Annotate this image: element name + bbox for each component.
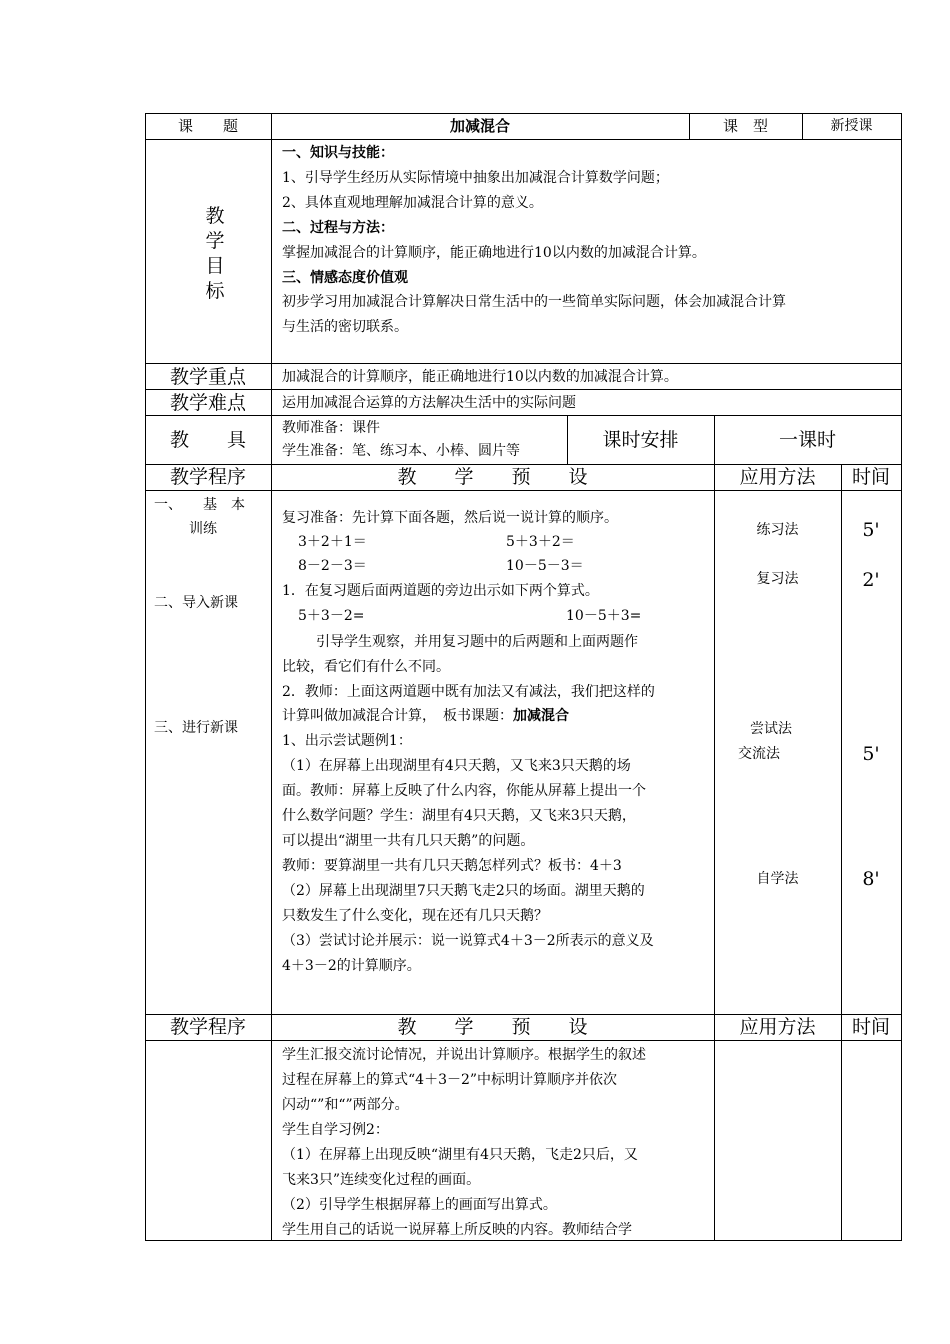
grid-line — [901, 113, 902, 1240]
section-heading: 一、知识与技能： — [282, 145, 394, 161]
lesson-type-label: 课 型 — [722, 117, 768, 135]
objective-line: 与生活的密切联系。 — [282, 319, 408, 335]
design-line: 闪动“”和“”两部分。 — [282, 1097, 409, 1113]
column-header-method: 应用方法 — [739, 1016, 816, 1038]
grid-line — [145, 464, 902, 465]
design-line: 学生汇报交流讨论情况，并说出计算顺序。根据学生的叙述 — [282, 1047, 646, 1063]
grid-line — [145, 363, 902, 364]
design-line: （3）尝试讨论并展示：说一说算式4＋3－2所表示的意义及 — [282, 933, 654, 949]
grid-line — [145, 389, 902, 390]
design-line — [282, 707, 569, 725]
equation: 10－5＋3= — [566, 608, 642, 624]
grid-line — [145, 1240, 902, 1241]
method-attempt: 尝试法 — [750, 721, 792, 737]
equation: 10－5－3＝ — [506, 558, 584, 574]
objectives-label-char: 教 — [205, 205, 225, 227]
tools-label: 教 具 — [169, 429, 246, 451]
student-prep: 学生准备：笔、练习本、小棒、圆片等 — [282, 443, 520, 459]
design-line: 1．在复习题后面两道题的旁边出示如下两个算式。 — [282, 583, 599, 599]
time-value: 8' — [862, 868, 880, 890]
grid-line — [271, 113, 272, 1240]
step-new-lesson: 三、进行新课 — [154, 720, 238, 736]
step-introduce: 二、导入新课 — [154, 595, 238, 611]
column-header-time: 时间 — [851, 466, 890, 488]
design-line: 学生用自己的话说一说屏幕上所反映的内容。教师结合学 — [282, 1222, 632, 1238]
grid-line — [145, 139, 902, 140]
time-value: 5' — [862, 519, 880, 541]
method-exchange: 交流法 — [738, 746, 780, 762]
topic-value: 加减混合 — [449, 117, 510, 135]
design-line: 学生自学习例2： — [282, 1122, 389, 1138]
design-line: 2．教师：上面这两道题中既有加法又有减法，我们把这样的 — [282, 684, 655, 700]
topic-label: 课 题 — [177, 117, 238, 135]
section-heading: 三、情感态度价值观 — [282, 270, 408, 286]
design-line: 过程在屏幕上的算式“4＋3－2”中标明计算顺序并依次 — [282, 1072, 618, 1088]
design-line: （1）在屏幕上出现湖里有4只天鹅，又飞来3只天鹅的场 — [282, 758, 631, 774]
board-title: 加减混合 — [513, 708, 569, 724]
grid-line — [145, 1040, 902, 1041]
equation: 5＋3－2= — [298, 608, 365, 624]
design-line: （2）引导学生根据屏幕上的画面写出算式。 — [282, 1197, 557, 1213]
teacher-prep: 教师准备：课件 — [282, 420, 380, 436]
section-heading: 二、过程与方法： — [282, 220, 394, 236]
key-point-label: 教学重点 — [169, 366, 246, 388]
method-review: 复习法 — [756, 571, 799, 587]
equation: 5＋3＋2＝ — [506, 534, 575, 550]
step-basic-training-2: 训练 — [189, 521, 217, 537]
design-line: 1、出示尝试题例1： — [282, 733, 412, 749]
method-self-study: 自学法 — [756, 871, 799, 887]
design-line: 飞来3只”连续变化过程的画面。 — [282, 1172, 481, 1188]
design-line: 教师：要算湖里一共有几只天鹅怎样列式？板书：4＋3 — [282, 858, 622, 874]
objective-line: 掌握加减混合的计算顺序，能正确地进行10以内数的加减混合计算。 — [282, 245, 706, 261]
grid-line — [145, 1014, 902, 1015]
column-header-time: 时间 — [851, 1016, 890, 1038]
grid-line — [145, 490, 902, 491]
grid-line — [145, 113, 146, 1240]
objectives-label-char: 学 — [205, 230, 225, 252]
design-line: （2）屏幕上出现湖里7只天鹅飞走2只的场面。湖里天鹅的 — [282, 883, 645, 899]
time-value: 5' — [862, 743, 880, 765]
time-value: 2' — [862, 569, 880, 591]
column-header-procedure: 教学程序 — [169, 1016, 246, 1038]
design-line: 4＋3－2的计算顺序。 — [282, 958, 421, 974]
column-header-design: 教 学 预 设 — [397, 1016, 588, 1038]
design-line: 复习准备：先计算下面各题，然后说一说计算的顺序。 — [282, 510, 618, 526]
column-header-procedure: 教学程序 — [169, 466, 246, 488]
design-line: （1）在屏幕上出现反映“湖里有4只天鹅，飞走2只后，又 — [282, 1147, 638, 1163]
difficulty-value: 运用加减混合运算的方法解决生活中的实际问题 — [282, 395, 576, 411]
equation: 3＋2＋1＝ — [298, 534, 367, 550]
objectives-label-char: 标 — [205, 280, 225, 302]
design-line: 什么数学问题？学生：湖里有4只天鹅，又飞来3只天鹅， — [282, 808, 636, 824]
objectives-label-char: 目 — [205, 255, 225, 277]
column-header-method: 应用方法 — [739, 466, 816, 488]
objective-line: 1、引导学生经历从实际情境中抽象出加减混合计算数学问题； — [282, 170, 669, 186]
design-line: 引导学生观察，并用复习题中的后两题和上面两题作 — [316, 634, 638, 650]
design-line: 只数发生了什么变化，现在还有几只天鹅？ — [282, 908, 548, 924]
difficulty-label: 教学难点 — [169, 392, 246, 414]
objective-line: 初步学习用加减混合计算解决日常生活中的一些简单实际问题，体会加减混合计算 — [282, 294, 786, 310]
design-line: 可以提出“湖里一共有几只天鹅”的问题。 — [282, 833, 535, 849]
schedule-value: 一课时 — [778, 429, 836, 451]
grid-line — [145, 113, 902, 114]
equation: 8－2－3＝ — [298, 558, 367, 574]
schedule-label: 课时安排 — [602, 429, 679, 451]
design-line: 比较，看它们有什么不同。 — [282, 659, 450, 675]
design-line-text: 计算叫做加减混合计算， 板书课题： — [282, 708, 513, 724]
lesson-type-value: 新授课 — [830, 118, 873, 134]
key-point-value: 加减混合的计算顺序，能正确地进行10以内数的加减混合计算。 — [282, 369, 678, 385]
design-line: 面。教师：屏幕上反映了什么内容，你能从屏幕上提出一个 — [282, 783, 646, 799]
step-basic-training: 一、 基 本 — [154, 497, 245, 513]
column-header-design: 教 学 预 设 — [397, 466, 588, 488]
objective-line: 2、具体直观地理解加减混合计算的意义。 — [282, 195, 543, 211]
grid-line — [145, 415, 902, 416]
method-practice: 练习法 — [756, 522, 799, 538]
